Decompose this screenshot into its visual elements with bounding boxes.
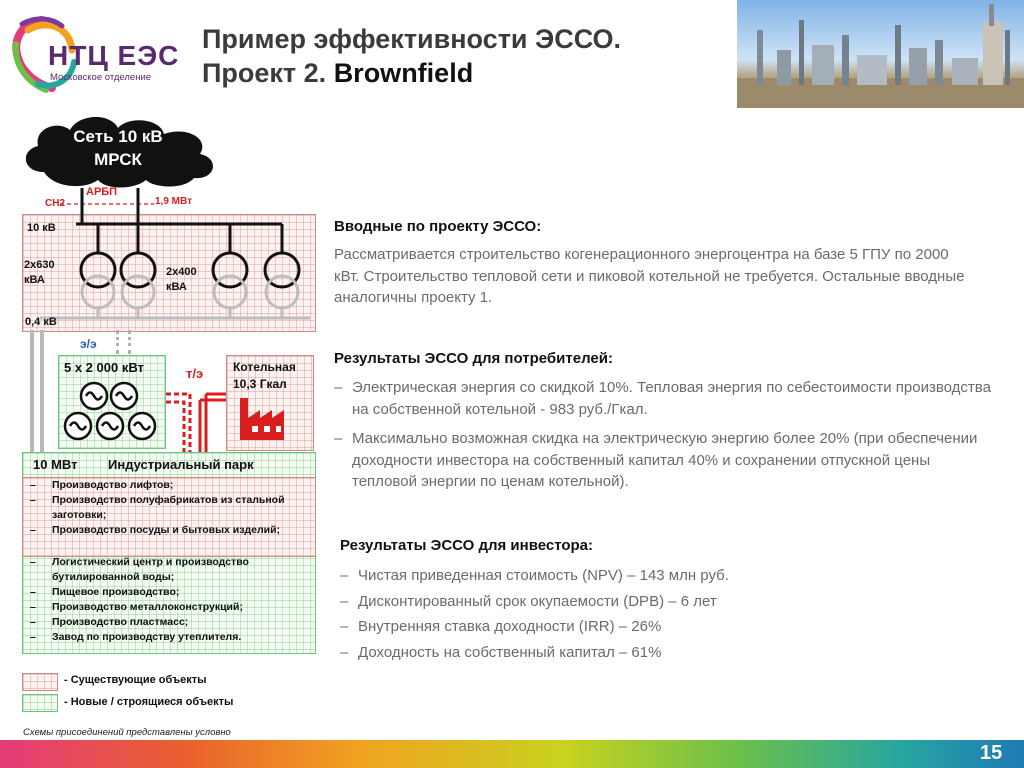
list-item-text: Максимально возможная скидка на электрическую энергию более 20% (при обеспечении доходности инвестора на собственный капитал 40% и сохранении отпускной цены тепловой энергии по ценам котельной).	[352, 430, 978, 490]
feeder-ee-2	[128, 330, 134, 354]
list-item-text: Чистая приведенная стоимость (NPV) – 143 млн руб.	[358, 567, 729, 584]
sn2-label: СН2	[45, 198, 66, 209]
voltage-04kv-label: 0,4 кВ	[25, 316, 57, 328]
tr-right-line1: 2x400	[166, 266, 197, 278]
legend-new-label: - Новые / строящиеся объекты	[64, 696, 234, 708]
list-item: – Производство металлоконструкций;	[30, 601, 243, 613]
list-item: – Дисконтированный срок окупаемости (DPB) – 6 лет	[340, 591, 980, 613]
legend-new-swatch	[22, 694, 58, 712]
grid-cloud-line1: Сеть 10 кВ	[73, 127, 163, 146]
list-item-text: Доходность на собственный капитал – 61%	[358, 643, 662, 661]
ee-label: э/э	[80, 337, 97, 351]
list-item: – Производство пластмасс;	[30, 616, 189, 628]
list-item: – Производство лифтов;	[30, 479, 174, 491]
legend-existing-label: - Существующие объекты	[64, 674, 207, 686]
generators-icon	[62, 380, 162, 444]
list-item-text: Производство металлоконструкций;	[52, 601, 243, 613]
list-item-text: Логистический центр и производство бутилированной воды;	[52, 556, 249, 583]
voltage-10kv-label: 10 кВ	[27, 222, 56, 234]
list-item: – Производство полуфабрикатов из стальной заготовки;	[26, 493, 310, 523]
page-title	[202, 22, 621, 90]
grid-cloud-line2: МРСК	[94, 150, 142, 169]
transformer-right-label	[166, 265, 197, 295]
refinery-image-icon	[737, 0, 1024, 108]
logo-subtitle: Московское отделение	[50, 72, 152, 83]
list-item-text: Производство пластмасс;	[52, 616, 189, 628]
list-item-text: Производство полуфабрикатов из стальной заготовки;	[52, 494, 285, 521]
feeder-left-2	[40, 330, 44, 455]
inputs-heading: Вводные по проекту ЭССО:	[334, 218, 542, 235]
new-objects-list	[26, 555, 310, 645]
list-item-text: Внутренняя ставка доходности (IRR) – 26%	[358, 618, 662, 635]
inputs-text: Рассматривается строительство когенерационного энергоцентра на базе 5 ГПУ по 2000 кВт. Строительство тепловой сети и пиковой котельной не требуется. Остальные вводные аналогичны проекту 1.	[334, 246, 965, 306]
te-label: т/э	[186, 366, 204, 381]
list-item-text: Дисконтированный срок окупаемости (DPB) – 6 лет	[358, 592, 717, 610]
list-item-text: Производство посуды и бытовых изделий;	[52, 524, 281, 536]
heat-lines	[166, 380, 226, 460]
investor-list	[340, 565, 980, 663]
list-item: – Производство посуды и бытовых изделий;	[30, 524, 281, 536]
list-item: – Пищевое производство;	[30, 586, 180, 598]
list-item-text: Электрическая энергия со скидкой 10%. Тепловая энергия по себестоимости производства на собственной котельной - 983 руб./Гкал.	[352, 379, 991, 418]
park-power-label: 10 МВт	[33, 457, 78, 472]
title-bold: Brownfield	[333, 58, 474, 88]
boiler-label	[233, 359, 296, 393]
gpu-label: 5 х 2 000 кВт	[64, 360, 144, 375]
feeder-ee	[116, 330, 122, 354]
feeder-left-1	[30, 330, 34, 455]
consumer-list	[334, 377, 994, 493]
page-number: 15	[980, 742, 1003, 764]
legend-existing-swatch	[22, 673, 58, 691]
logo-name: НТЦ ЕЭС	[48, 40, 180, 71]
title-prefix: Проект 2.	[202, 58, 327, 88]
title-line-1: Пример эффективности ЭССО.	[202, 24, 622, 54]
consumer-heading: Результаты ЭССО для потребителей:	[334, 350, 613, 367]
single-line-diagram	[20, 180, 320, 320]
list-item: – Внутренняя ставка доходности (IRR) – 26%	[340, 616, 980, 638]
park-title: Индустриальный парк	[108, 457, 254, 472]
list-item: – Завод по производству утеплителя.	[30, 631, 242, 643]
list-item: – Максимально возможная скидка на электрическую энергию более 20% (при обеспечении доходности инвестора на собственный капитал 40% и сохранении отпускной цены тепловой энергии по ценам котельной).	[334, 428, 994, 493]
arbp-label: АРБП	[86, 186, 118, 198]
factory-icon	[238, 396, 288, 442]
list-item-text: Пищевое производство;	[52, 586, 180, 598]
list-item: – Доходность на собственный капитал – 61%	[340, 642, 980, 664]
boiler-line2: 10,3 Гкал	[233, 377, 287, 391]
list-item: – Логистический центр и производство бутилированной воды;	[26, 555, 310, 585]
tr-left-line2: кВА	[24, 274, 45, 286]
grid-cloud-label	[48, 125, 188, 171]
boiler-line1: Котельная	[233, 360, 296, 374]
tr-left-line1: 2x630	[24, 259, 55, 271]
plant-photo	[737, 0, 1024, 108]
transformer-left-label	[24, 258, 55, 288]
list-item: – Электрическая энергия со скидкой 10%. Тепловая энергия по себестоимости производства на собственной котельной - 983 руб./Гкал.	[334, 377, 994, 420]
power-limit-label: 1,9 МВт	[155, 196, 192, 207]
logo	[8, 14, 188, 96]
tr-right-line2: кВА	[166, 281, 187, 293]
footnote: Схемы присоединений представлены условно	[23, 727, 231, 738]
list-item: – Чистая приведенная стоимость (NPV) – 143 млн руб.	[340, 565, 980, 587]
title-line-2	[202, 56, 621, 90]
bottom-gradient-bar	[0, 740, 1024, 768]
investor-heading: Результаты ЭССО для инвестора:	[340, 537, 594, 554]
existing-objects-list	[26, 478, 310, 538]
list-item-text: Завод по производству утеплителя.	[52, 631, 242, 643]
list-item-text: Производство лифтов;	[52, 479, 174, 491]
